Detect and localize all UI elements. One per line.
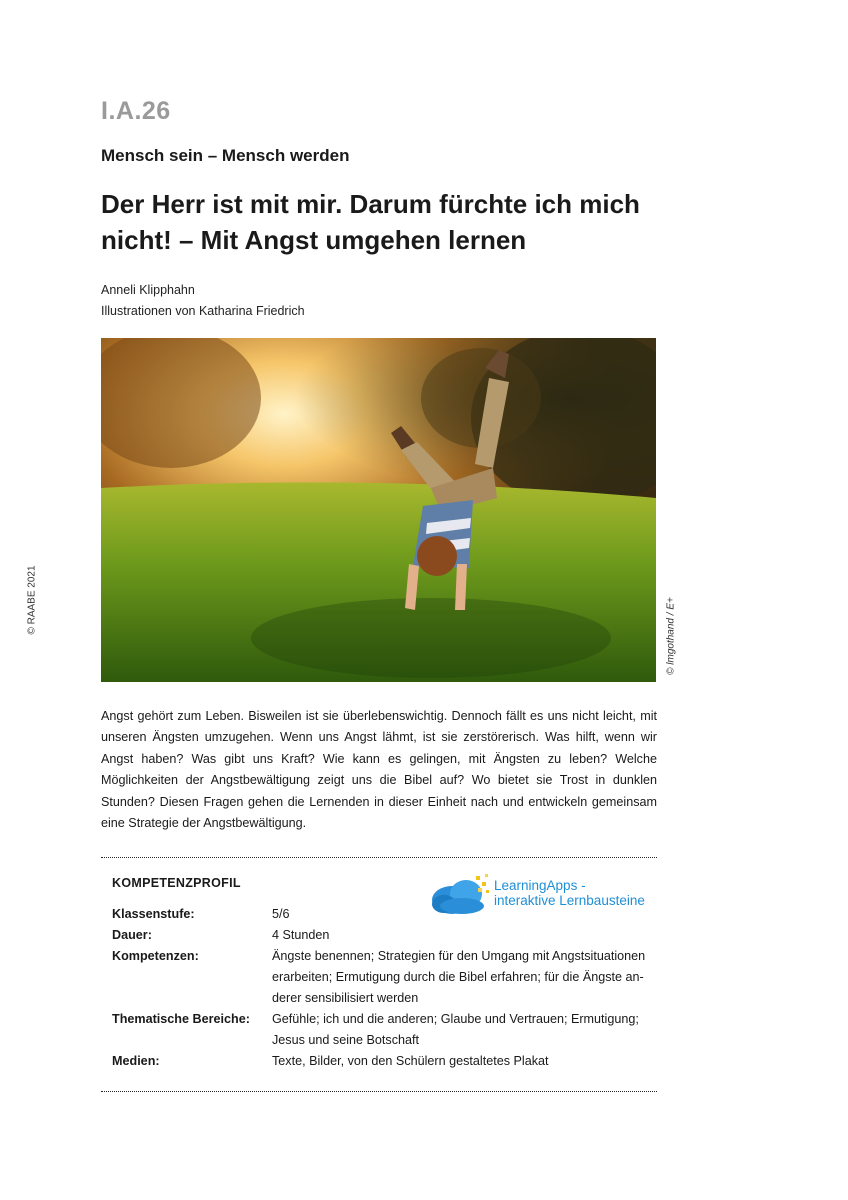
page-title: Der Herr ist mit mir. Darum fürchte ich mich nicht! – Mit Angst umgehen lernen (101, 189, 640, 255)
divider-bottom (101, 1091, 657, 1092)
series-title: Mensch sein – Mensch werden (101, 146, 350, 165)
logo-line-1: LearningApps - (494, 878, 586, 893)
kp-label: Medien: (112, 1054, 160, 1068)
kp-label: Thematische Bereiche: (112, 1012, 250, 1026)
kp-value: Ängste benennen; Strategien für den Umgang mit Angstsituationen erarbeiten; Ermutigung durch die Bibel erfahren; für die Ängste anderer sensibilisiert werden (272, 949, 646, 1005)
cover-photo (101, 338, 656, 682)
author-name: Anneli Klipphahn (101, 283, 195, 297)
kp-value: 4 Stunden (272, 928, 330, 942)
logo-line-2: interaktive Lernbausteine (494, 893, 645, 908)
author-block (101, 280, 305, 322)
illustrator-name: Illustrationen von Katharina Friedrich (101, 304, 305, 318)
child-cartwheel-photo-icon (101, 338, 656, 682)
intro-text: Angst gehört zum Leben. Bisweilen ist sie überlebenswichtig. Dennoch fällt es uns nicht leicht, mit unseren Ängsten umzugehen. Wenn uns Angst lähmt, ist sie zerstörerisch. Was hilft, wenn wir Angst haben? Was gibt uns Kraft? Wie kann es gelingen, mit Ängsten zu leben? Welche Möglichkeiten der Angstbewältigung zeigt uns die Bibel auf? Wo bietet sie Trost in dunklen Stunden? Diesen Fragen gehen die Lernenden in dieser Einheit nach und entwickeln gemeinsam eine Strategie der Angstbewältigung. (101, 709, 657, 831)
photo-credit-text: © lmgothand / E+ (665, 597, 677, 675)
kp-value: 5/6 (272, 907, 290, 921)
document-code: I.A.26 (101, 97, 171, 125)
kp-label: Dauer: (112, 928, 152, 942)
kp-label: Kompetenzen: (112, 949, 199, 963)
kp-value: Texte, Bilder, von den Schülern gestaltetes Plakat (272, 1054, 549, 1068)
kp-label: Klassenstufe: (112, 907, 195, 921)
kompetenzprofil-heading: KOMPETENZPROFIL (112, 876, 241, 890)
side-copyright-text: © RAABE 2021 (26, 565, 38, 635)
kp-value: Gefühle; ich und die anderen; Glaube und Vertrauen; Ermutigung; Jesus und seine Botschaft (272, 1012, 639, 1047)
divider-top (101, 857, 657, 858)
